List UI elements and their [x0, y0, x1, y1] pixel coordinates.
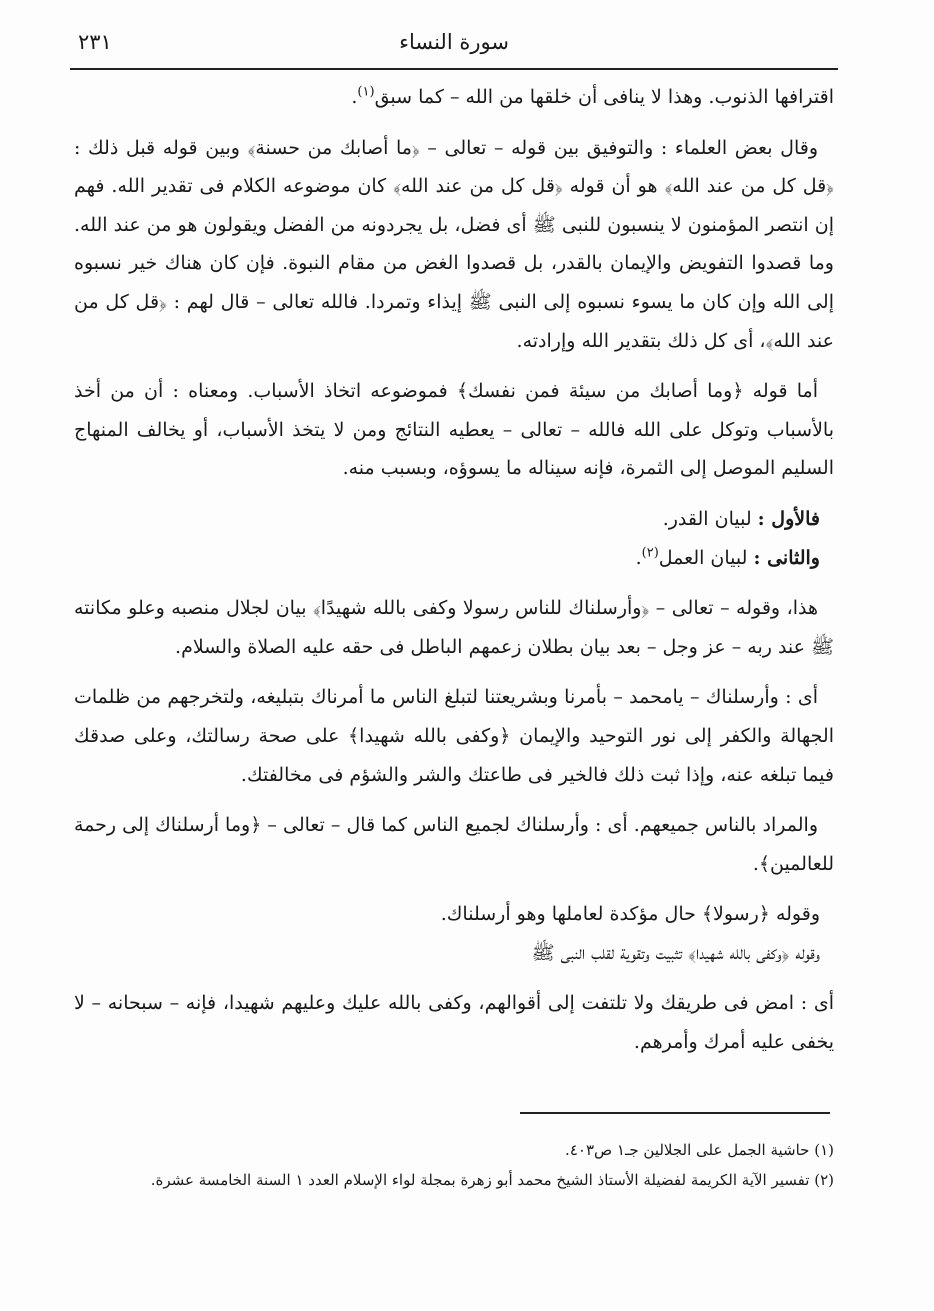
enumeration-item-2: والثانى : لبيان العمل$^{(٢)}$.	[635, 545, 820, 569]
short-line-2: وقوله ﴿وكفى بالله شهيدا﴾ تثبيت وتقوية لقلب النبى ﷺ	[531, 941, 820, 964]
header-divider	[70, 68, 838, 70]
page-body	[74, 78, 834, 1074]
paragraph-6: والمراد بالناس جميعهم. أى : وأرسلناك لجميع الناس كما قال – تعالى – ﴿وما أرسلناك إلى رحمة للعالمين﴾.	[74, 814, 834, 875]
footnote-divider	[520, 1112, 830, 1114]
enumeration-lead: والثانى :	[753, 546, 820, 569]
enumeration-item-1	[74, 500, 834, 539]
page-number: ٢٣١	[78, 30, 112, 54]
paragraph-5: أى : وأرسلناك – يامحمد – بأمرنا وبشريعتنا لتبلغ الناس ما أمرناك بتبليغه، ولتخرجهم من ظلمات الجهالة والكفر إلى نور التوحيد والإيمان ﴿وكفى بالله شهيدا﴾ على صحة رسالتك، وعلى صدقك فيما تبلغه عنه، وإذا ثبت ذلك فالخير فى طاعتك والشر والشؤم فى مخالفتك.	[74, 686, 834, 786]
enumeration-lead: فالأول :	[757, 507, 820, 530]
page-header	[70, 22, 838, 68]
footnotes	[74, 1135, 834, 1195]
paragraph-4: هذا، وقوله – تعالى – ﴿وأرسلناك للناس رسولا وكفى بالله شهيدًا﴾ بيان لجلال منصبه وعلو مكانته ﷺ عند ربه – عز وجل – بعد بيان بطلان زعمهم الباطل فى حقه عليه الصلاة والسلام.	[74, 597, 834, 658]
paragraph-text: اقترافها الذنوب. وهذا لا ينافى أن خلقها من الله – كما سبق	[374, 86, 834, 108]
paragraph-3: أما قوله ﴿وما أصابك من سيئة فمن نفسك﴾ فموضوعه اتخاذ الأسباب. ومعناه : أن من أخذ بالأسباب وتوكل على الله فالله – تعالى – يعطيه النتائج ومن لا يتخذ الأسباب، أو يخالف المنهاج السليم الموصل إلى الثمرة، فإنه سيناله ما يسوؤه، وبسبب منه.	[74, 380, 834, 480]
enumeration-text: لبيان القدر.	[662, 507, 758, 530]
enumeration-text: لبيان العمل	[658, 546, 754, 569]
paragraph-7: أى : امض فى طريقك ولا تلتفت إلى أقوالهم، وكفى بالله عليك وعليهم شهيدا، فإنه – سبحانه – لا يخفى عليه أمرك وأمرهم.	[74, 992, 834, 1054]
footnote-1: (١) حاشية الجمل على الجلالين جـ١ ص٤٠٣.	[565, 1141, 834, 1159]
footnote-2: (٢) تفسير الآية الكريمة لفضيلة الأستاذ الشيخ محمد أبو زهرة بمجلة لواء الإسلام العدد ١ السنة الخامسة عشرة.	[150, 1171, 834, 1189]
footnote-ref-2: (٢)	[641, 545, 659, 561]
paragraph-2: وقال بعض العلماء : والتوفيق بين قوله – تعالى – ﴿ما أصابك من حسنة﴾ وبين قوله قبل ذلك : ﴿قل كل من عند الله﴾ هو أن قوله ﴿قل كل من عند الله﴾ كان موضوعه الكلام فى تقدير الله. فهم إن انتصر المؤمنون لا ينسبون للنبى ﷺ أى فضل، بل يجردونه من الفضل ويقولون هو من عند الله. وما قصدوا التفويض والإيمان بالقدر، بل قصدوا الغض من مقام النبوة. فإن كان هناك خير نسبوه إلى الله وإن كان ما يسوء نسبوه إلى النبى ﷺ إيذاء وتمردا. فالله تعالى – قال لهم : ﴿قل كل من عند الله﴾، أى كل ذلك بتقدير الله وإرادته.	[74, 136, 834, 352]
paragraph-1: اقترافها الذنوب. وهذا لا ينافى أن خلقها من الله – كما سبق$^{(١)}$.	[351, 84, 834, 108]
surah-title: سورة النساء	[399, 30, 509, 54]
footnote-ref-1: (١)	[357, 84, 375, 100]
short-line-1: وقوله ﴿رسولا﴾ حال مؤكدة لعاملها وهو أرسلناك.	[440, 903, 820, 926]
